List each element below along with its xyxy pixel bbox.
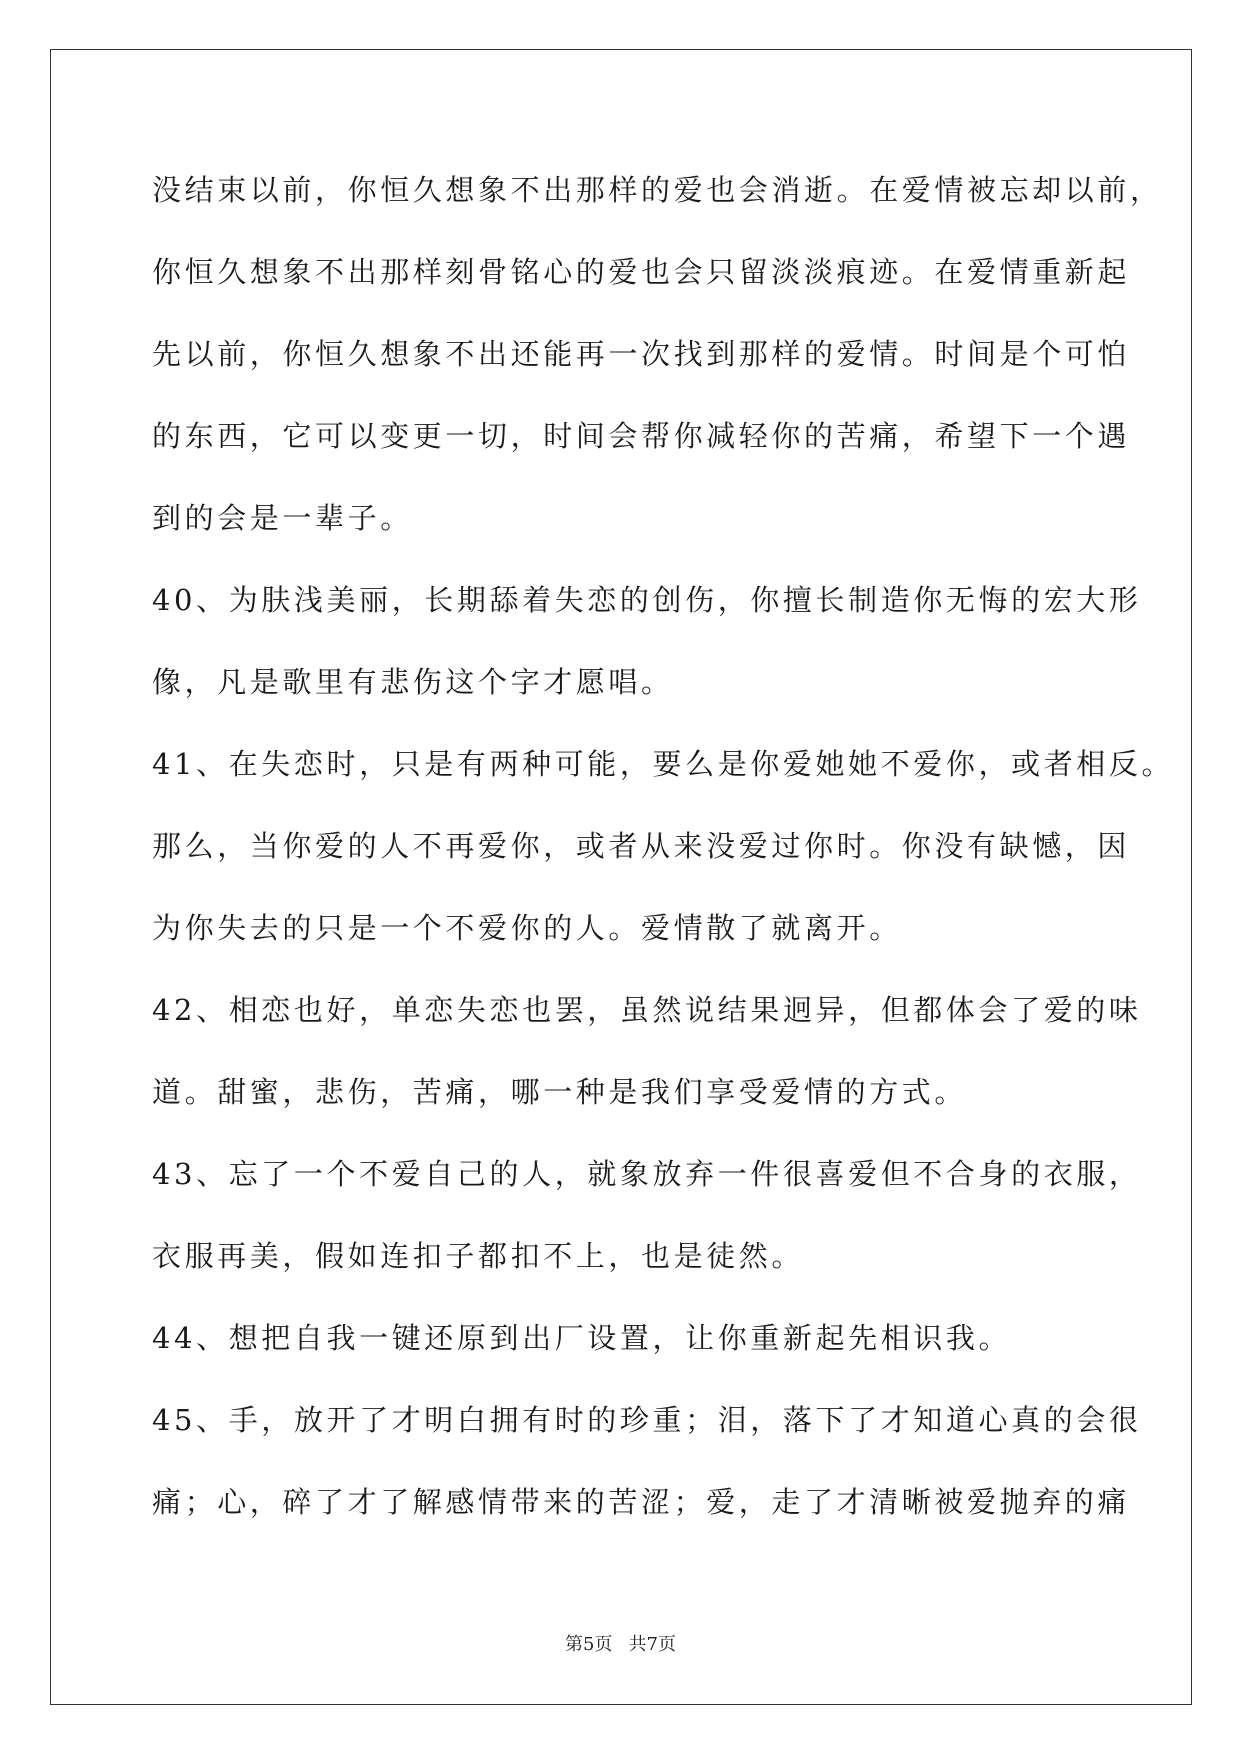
text-line: 痛；心，碎了才了解感情带来的苦涩；爱，走了才清晰被爱抛弃的痛 — [152, 1485, 1131, 1519]
text-line: 41、在失恋时，只是有两种可能，要么是你爱她她不爱你，或者相反。 — [152, 747, 1175, 781]
text-line: 衣服再美，假如连扣子都扣不上，也是徒然。 — [152, 1239, 805, 1273]
text-line: 40、为肤浅美丽，长期舔着失恋的创伤，你擅长制造你无悔的宏大形 — [152, 583, 1142, 617]
text-line: 像，凡是歌里有悲伤这个字才愿唱。 — [152, 665, 674, 699]
text-line: 那么，当你爱的人不再爱你，或者从来没爱过你时。你没有缺憾，因 — [152, 829, 1131, 863]
text-line: 42、相恋也好，单恋失恋也罢，虽然说结果迥异，但都体会了爱的味 — [152, 993, 1142, 1027]
text-line: 45、手，放开了才明白拥有时的珍重；泪，落下了才知道心真的会很 — [152, 1403, 1142, 1437]
text-line: 先以前，你恒久想象不出还能再一次找到那样的爱情。时间是个可怕 — [152, 337, 1131, 371]
page-total: 共7页 — [628, 1634, 676, 1655]
text-line: 没结束以前，你恒久想象不出那样的爱也会消逝。在爱情被忘却以前， — [152, 173, 1163, 207]
text-line: 道。甜蜜，悲伤，苦痛，哪一种是我们享受爱情的方式。 — [152, 1075, 968, 1109]
text-line: 为你失去的只是一个不爱你的人。爱情散了就离开。 — [152, 911, 902, 945]
text-line: 43、忘了一个不爱自己的人，就象放弃一件很喜爱但不合身的衣服， — [152, 1157, 1142, 1191]
document-body — [152, 162, 1175, 1556]
text-line: 的东西，它可以变更一切，时间会帮你减轻你的苦痛，希望下一个遇 — [152, 419, 1131, 453]
page-footer — [0, 1630, 1241, 1656]
page-number: 第5页 — [565, 1634, 613, 1655]
text-line: 44、想把自我一键还原到出厂设置，让你重新起先相识我。 — [152, 1321, 1012, 1355]
text-line: 到的会是一辈子。 — [152, 501, 413, 535]
text-line: 你恒久想象不出那样刻骨铭心的爱也会只留淡淡痕迹。在爱情重新起 — [152, 255, 1131, 289]
